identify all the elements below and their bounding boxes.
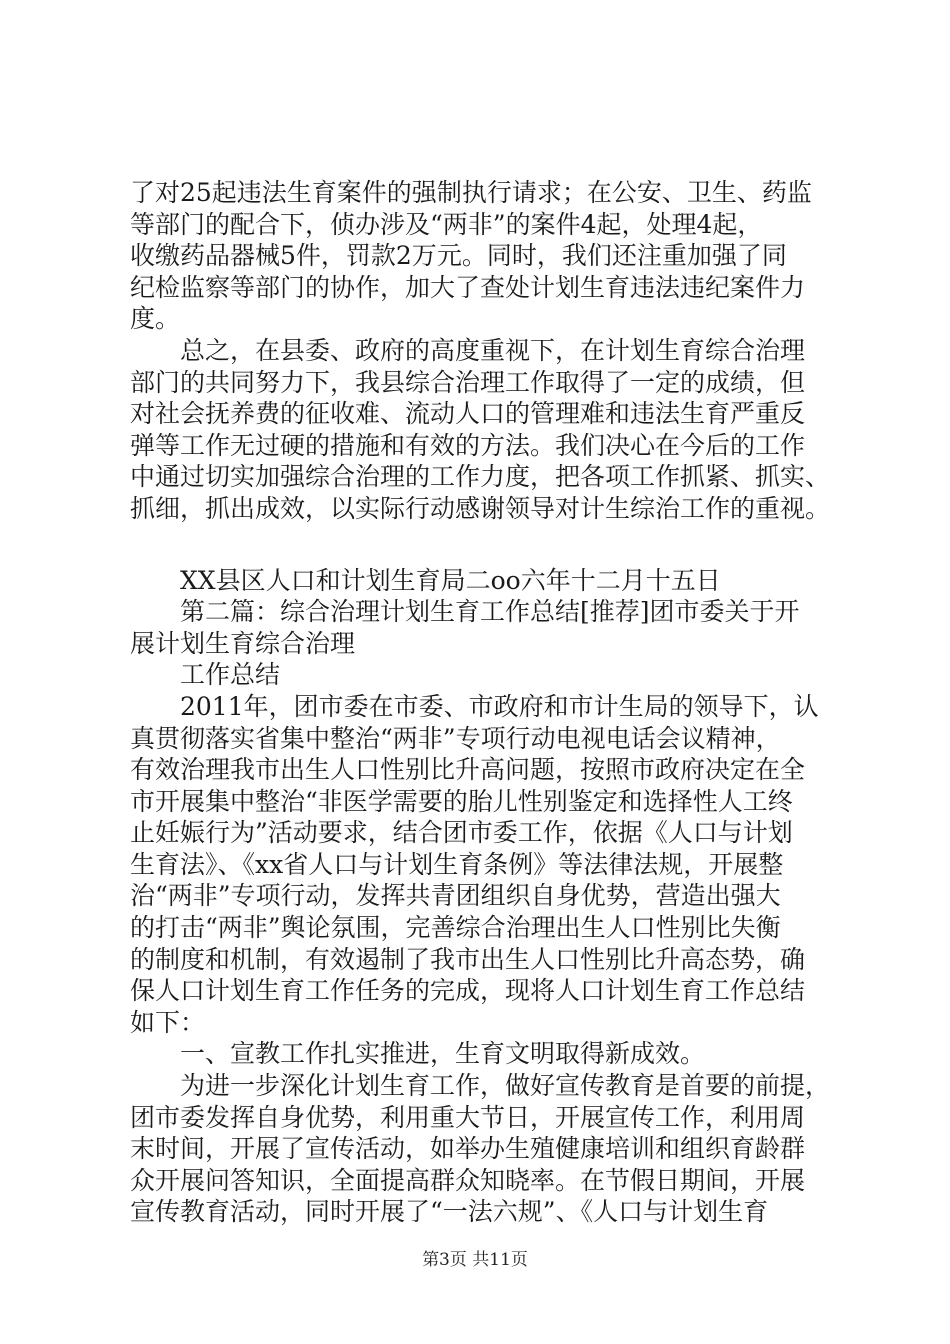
- text-line: 保人口计划生育工作任务的完成，现将人口计划生育工作总结: [130, 976, 806, 1006]
- text-line: 总之，在县委、政府的高度重视下，在计划生育综合治理: [130, 335, 806, 365]
- text-line: 的打击“两非”舆论氛围，完善综合治理出生人口性别比失衡: [130, 913, 781, 943]
- text-line: 众开展问答知识，全面提高群众知晓率。在节假日期间，开展: [130, 1165, 806, 1195]
- text-line: 弹等工作无过硬的措施和有效的方法。我们决心在今后的工作: [130, 430, 806, 460]
- text-line: 的制度和机制，有效遏制了我市出生人口性别比升高态势，确: [130, 944, 806, 974]
- text-line: 一、宣教工作扎实推进，生育文明取得新成效。: [130, 1039, 706, 1069]
- text-line: XX县区人口和计划生育局二oo六年十二月十五日: [130, 565, 721, 595]
- text-line: 对社会抚养费的征收难、流动人口的管理难和违法生育严重反: [130, 399, 806, 429]
- text-line: 止妊娠行为”活动要求，结合团市委工作，依据《人口与计划: [130, 818, 793, 848]
- text-line: 收缴药品器械5件，罚款2万元。同时，我们还注重加强了同: [130, 241, 787, 271]
- text-line: 度。: [130, 304, 181, 334]
- text-line: 真贯彻落实省集中整治“两非”专项行动电视电话会议精神，: [130, 723, 781, 753]
- text-line: 2011年，团市委在市委、市政府和市计生局的领导下，认: [130, 691, 819, 721]
- text-line: 等部门的配合下，侦办涉及“两非”的案件4起，处理4起，: [130, 209, 763, 239]
- paragraph-gap: [130, 525, 840, 565]
- text-line: 展计划生育综合治理: [130, 628, 356, 658]
- text-line: 市开展集中整治“非医学需要的胎儿性别鉴定和选择性人工终: [130, 786, 793, 816]
- text-line: 为进一步深化计划生育工作，做好宣传教育是首要的前提，: [130, 1071, 831, 1101]
- text-line: 末时间，开展了宣传活动，如举办生殖健康培训和组织育龄群: [130, 1134, 806, 1164]
- text-block-a: [130, 177, 840, 525]
- text-line: 中通过切实加强综合治理的工作力度，把各项工作抓紧、抓实、: [130, 462, 831, 492]
- text-line: 生育法》、《xx省人口与计划生育条例》等法律法规，开展整: [130, 849, 784, 879]
- text-line: 宣传教育活动，同时开展了“一法六规”、《人口与计划生育: [130, 1197, 769, 1227]
- text-block-b: [130, 565, 840, 1228]
- text-line: 抓细，抓出成效，以实际行动感谢领导对计生综治工作的重视。: [130, 493, 831, 523]
- body-text: [130, 177, 840, 1228]
- text-line: 纪检监察等部门的协作，加大了查处计划生育违法违纪案件力: [130, 272, 806, 302]
- page-footer: 第3页 共11页: [422, 1250, 528, 1270]
- text-line: 第二篇：综合治理计划生育工作总结[推荐]团市委关于开: [130, 597, 800, 627]
- text-line: 部门的共同努力下，我县综合治理工作取得了一定的成绩，但: [130, 367, 806, 397]
- text-line: 治“两非”专项行动，发挥共青团组织自身优势，营造出强大: [130, 881, 781, 911]
- text-line: 有效治理我市出生人口性别比升高问题，按照市政府决定在全: [130, 755, 806, 785]
- text-line: 如下：: [130, 1007, 206, 1037]
- text-line: 团市委发挥自身优势，利用重大节日，开展宣传工作，利用周: [130, 1102, 806, 1132]
- text-line: 工作总结: [130, 660, 281, 690]
- text-line: 了对25起违法生育案件的强制执行请求；在公安、卫生、药监: [130, 178, 812, 207]
